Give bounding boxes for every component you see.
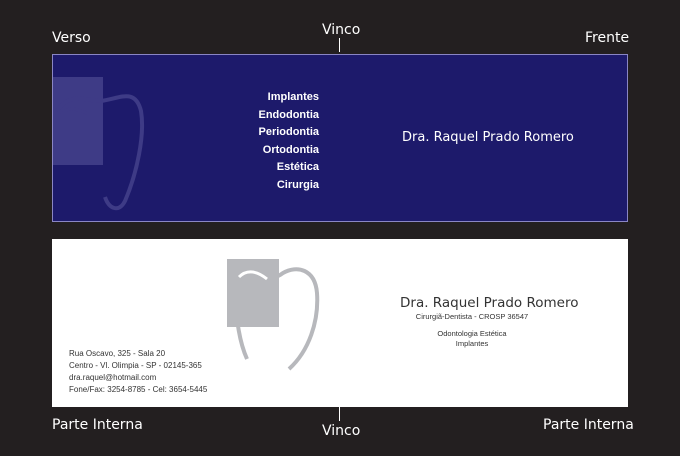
verso-label: Verso (52, 30, 91, 46)
parte-interna-right-label: Parte Interna (543, 417, 634, 433)
vinco-top-label: Vinco (322, 22, 361, 38)
parte-interna-left-label: Parte Interna (52, 417, 143, 433)
doctor-name-inner: Dra. Raquel Prado Romero (400, 295, 579, 311)
specialty-2: Implantes (455, 339, 489, 348)
services-list (258, 89, 319, 195)
service-item: Estética (276, 161, 319, 174)
card-inner-side (52, 239, 628, 407)
address-line: Centro - Vl. Olimpia - SP - 02145-365 (69, 361, 202, 370)
doctor-name-front: Dra. Raquel Prado Romero (402, 130, 574, 145)
address-line: Rua Oscavo, 325 - Sala 20 (69, 349, 166, 358)
card-outer-side (52, 54, 628, 222)
service-item: Ortodontia (262, 143, 319, 156)
vinco-bottom-label: Vinco (322, 423, 361, 439)
tooth-logo-icon (53, 73, 153, 213)
specialty-1: Odontologia Estética (437, 329, 507, 338)
address-block (69, 348, 207, 396)
phone-line: Fone/Fax: 3254-8785 - Cel: 3654-5445 (69, 385, 208, 394)
fold-line-top (339, 38, 340, 52)
email-line: dra.raquel@hotmail.com (69, 373, 157, 382)
service-item: Periodontia (258, 126, 319, 139)
fold-line-bottom (339, 407, 340, 421)
service-item: Cirurgia (276, 178, 319, 191)
service-item: Endodontia (258, 108, 319, 121)
credentials: Cirurgiã-Dentista - CROSP 36547 (415, 312, 529, 321)
tooth-logo-icon (227, 259, 337, 374)
service-item: Implantes (267, 91, 319, 103)
frente-label: Frente (585, 30, 630, 46)
